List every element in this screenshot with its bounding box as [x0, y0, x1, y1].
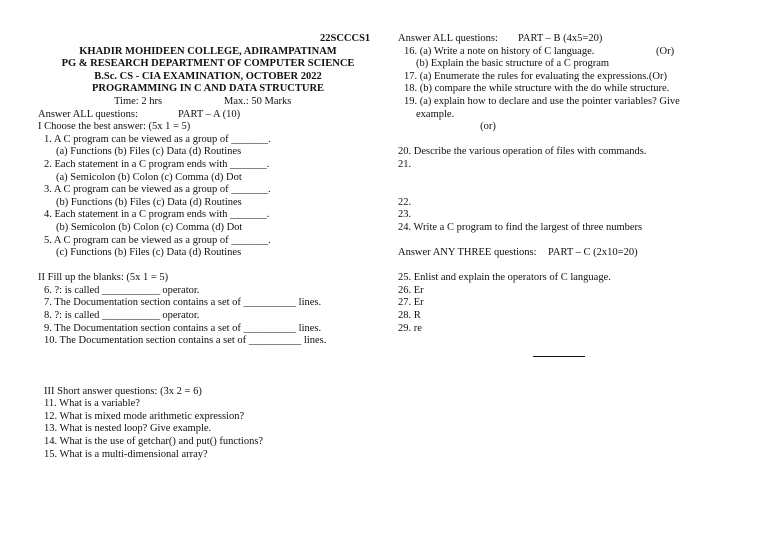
- part-b-question: 20. Describe the various operation of files with commands.: [398, 146, 647, 158]
- section1-heading: I Choose the best answer: (5x 1 = 5): [38, 121, 191, 133]
- right-column: [398, 0, 728, 335]
- part-b-question: 24. Write a C program to find the largest of three numbers: [398, 221, 643, 233]
- mcq-question: 4. Each statement in a C program ends with _______.: [44, 209, 270, 221]
- part-c-title: PART – C (2x10=20): [548, 247, 638, 259]
- exam-title: B.Sc. CS - CIA EXAMINATION, OCTOBER 2022: [94, 70, 322, 82]
- max-marks-label: Max.: 50 Marks: [224, 95, 292, 107]
- mcq-question: 2. Each statement in a C program ends with _______.: [44, 158, 270, 170]
- mcq-options: (b) Functions (b) Files (c) Data (d) Routines: [56, 196, 242, 208]
- fill-blank-item: 10. The Documentation section contains a set of __________ lines.: [44, 335, 327, 347]
- mcq-options: (c) Functions (b) Files (c) Data (d) Routines: [56, 247, 242, 259]
- fill-blank-item: 6. ?: is called ___________ operator.: [44, 284, 200, 296]
- part-b-question: 19. (a) explain how to declare and use the pointer variables? Give: [404, 95, 680, 107]
- part-b-question: 17. (a) Enumerate the rules for evaluating the expressions.(Or): [404, 70, 667, 82]
- part-b-title: PART – B (4x5=20): [518, 33, 603, 44]
- time-marks-row: [38, 96, 378, 109]
- fill-blank-item: 9. The Documentation section contains a set of __________ lines.: [44, 322, 322, 334]
- part-c-question: 28. R: [398, 310, 421, 322]
- part-b-or-center: (or): [480, 121, 496, 133]
- part-b-question: (b) Explain the basic structure of a C program: [416, 58, 610, 70]
- part-b-or-label: (Or): [656, 45, 675, 57]
- part-b-question: [398, 46, 728, 59]
- part-c-question: 27. Er: [398, 297, 424, 309]
- short-answer-item: 13. What is nested loop? Give example.: [44, 423, 212, 435]
- end-rule: [533, 356, 585, 357]
- part-b-instruction: Answer ALL questions:: [398, 33, 498, 44]
- short-answer-item: 11. What is a variable?: [44, 398, 140, 410]
- part-b-question: example.: [416, 108, 455, 120]
- mcq-options: (b) Semicolon (b) Colon (c) Comma (d) Dot: [56, 221, 243, 233]
- section2-heading: II Fill up the blanks: (5x 1 = 5): [38, 272, 169, 284]
- mcq-question: 3. A C program can be viewed as a group of _______.: [44, 184, 271, 196]
- college-name: KHADIR MOHIDEEN COLLEGE, ADIRAMPATINAM: [79, 45, 337, 57]
- time-label: Time: 2 hrs: [114, 95, 163, 107]
- part-c-question: 26. Er: [398, 284, 424, 296]
- fill-blank-item: 7. The Documentation section contains a set of __________ lines.: [44, 297, 322, 309]
- part-c-instruction: Answer ANY THREE questions:: [398, 247, 537, 259]
- mcq-options: (a) Semicolon (b) Colon (c) Comma (d) Dot: [56, 171, 242, 183]
- part-b-question-text: 16. (a) Write a note on history of C language.: [404, 45, 595, 57]
- short-answer-item: 14. What is the use of getchar() and put() functions?: [44, 436, 264, 447]
- mcq-options: (a) Functions (b) Files (c) Data (d) Routines: [56, 146, 242, 158]
- exam-code: 22SCCCS1: [320, 33, 371, 44]
- left-column: [38, 0, 378, 461]
- short-answer-item: 15. What is a multi-dimensional array?: [44, 448, 208, 460]
- mcq-question: 1. A C program can be viewed as a group of _______.: [44, 133, 271, 145]
- subject-title: PROGRAMMING IN C AND DATA STRUCTURE: [91, 83, 325, 95]
- part-a-heading: [38, 109, 378, 122]
- section3-heading: III Short answer questions: (3x 2 = 6): [44, 385, 202, 397]
- short-answer-item: 12. What is mixed mode arithmetic expression?: [44, 410, 245, 422]
- part-c-heading: [398, 247, 728, 260]
- part-c-question: 25. Enlist and explain the operators of C language.: [398, 272, 611, 284]
- mcq-question: 5. A C program can be viewed as a group of _______.: [44, 234, 271, 246]
- department-name: PG & RESEARCH DEPARTMENT OF COMPUTER SCIENCE: [61, 58, 355, 70]
- part-c-question: 29. re: [398, 322, 422, 334]
- part-b-question: 18. (b) compare the while structure with the do while structure.: [404, 83, 670, 95]
- part-b-heading: [398, 33, 728, 46]
- part-b-question: 22.: [398, 196, 412, 208]
- part-a-title: PART – A (10): [178, 108, 241, 120]
- header-code-row: [38, 33, 378, 46]
- part-b-question: 21.: [398, 158, 412, 170]
- part-b-question: 23.: [398, 209, 412, 221]
- fill-blank-item: 8. ?: is called ___________ operator.: [44, 310, 200, 322]
- part-a-instruction: Answer ALL questions:: [38, 108, 138, 120]
